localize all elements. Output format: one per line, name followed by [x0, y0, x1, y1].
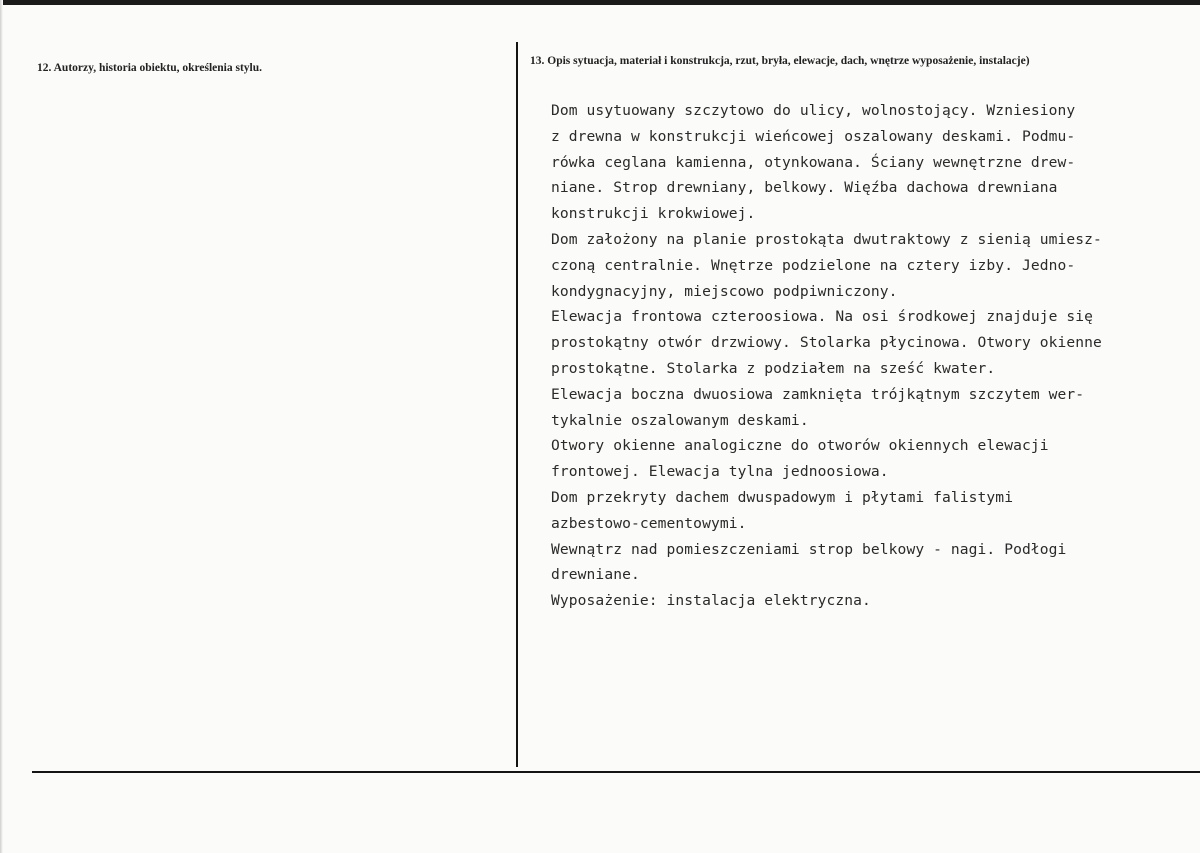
description-line: frontowej. Elewacja tylna jednoosiowa.: [551, 463, 889, 481]
description-line: rówka ceglana kamienna, otynkowana. Ściany wewnętrzne drew-: [551, 153, 1076, 171]
description-line: z drewna w konstrukcji wieńcowej oszalowany deskami. Podmu-: [551, 127, 1076, 145]
description-line: kondygnacyjny, miejscowo podpiwniczony.: [551, 282, 898, 300]
description-line: konstrukcji krokwiowej.: [551, 205, 756, 223]
description-line: czoną centralnie. Wnętrze podzielone na cztery izby. Jedno-: [551, 256, 1076, 274]
field-12-label: 12. Autorzy, historia obiektu, określenia stylu.: [37, 62, 263, 74]
description-line: azbestowo-cementowymi.: [551, 514, 747, 532]
field-13-content: [551, 98, 1191, 614]
description-line: Wewnątrz nad pomieszczeniami strop belkowy - nagi. Podłogi: [551, 540, 1067, 558]
description-line: Dom usytuowany szczytowo do ulicy, wolnostojący. Wzniesiony: [551, 102, 1076, 119]
description-line: prostokątne. Stolarka z podziałem na sześć kwater.: [551, 359, 996, 377]
description-line: Elewacja frontowa czteroosiowa. Na osi środkowej znajduje się: [551, 308, 1094, 326]
field-12-content: [32, 80, 502, 760]
description-line: niane. Strop drewniany, belkowy. Więźba dachowa drewniana: [551, 179, 1058, 197]
description-line: Dom przekryty dachem dwuspadowym i płytami falistymi: [551, 488, 1014, 506]
description-line: tykalnie oszalowanym deskami.: [551, 411, 809, 429]
bottom-rule: [32, 771, 1200, 773]
description-line: Otwory okienne analogiczne do otworów okiennych elewacji: [551, 437, 1049, 455]
description-line: Wyposażenie: instalacja elektryczna.: [551, 592, 871, 610]
left-edge-shadow: [0, 0, 3, 853]
description-line: Dom założony na planie prostokąta dwutraktowy z sienią umiesz-: [551, 230, 1102, 248]
description-line: prostokątny otwór drzwiowy. Stolarka płycinowa. Otwory okienne: [551, 334, 1102, 352]
top-edge: [0, 0, 1200, 5]
column-divider: [516, 42, 518, 767]
description-line: drewniane.: [551, 566, 640, 584]
field-13-label: 13. Opis sytuacja, materiał i konstrukcja, rzut, bryła, elewacje, dach, wnętrze wyposażenie, instalacje): [530, 55, 1030, 67]
description-line: Elewacja boczna dwuosiowa zamknięta trójkątnym szczytem wer-: [551, 385, 1085, 403]
